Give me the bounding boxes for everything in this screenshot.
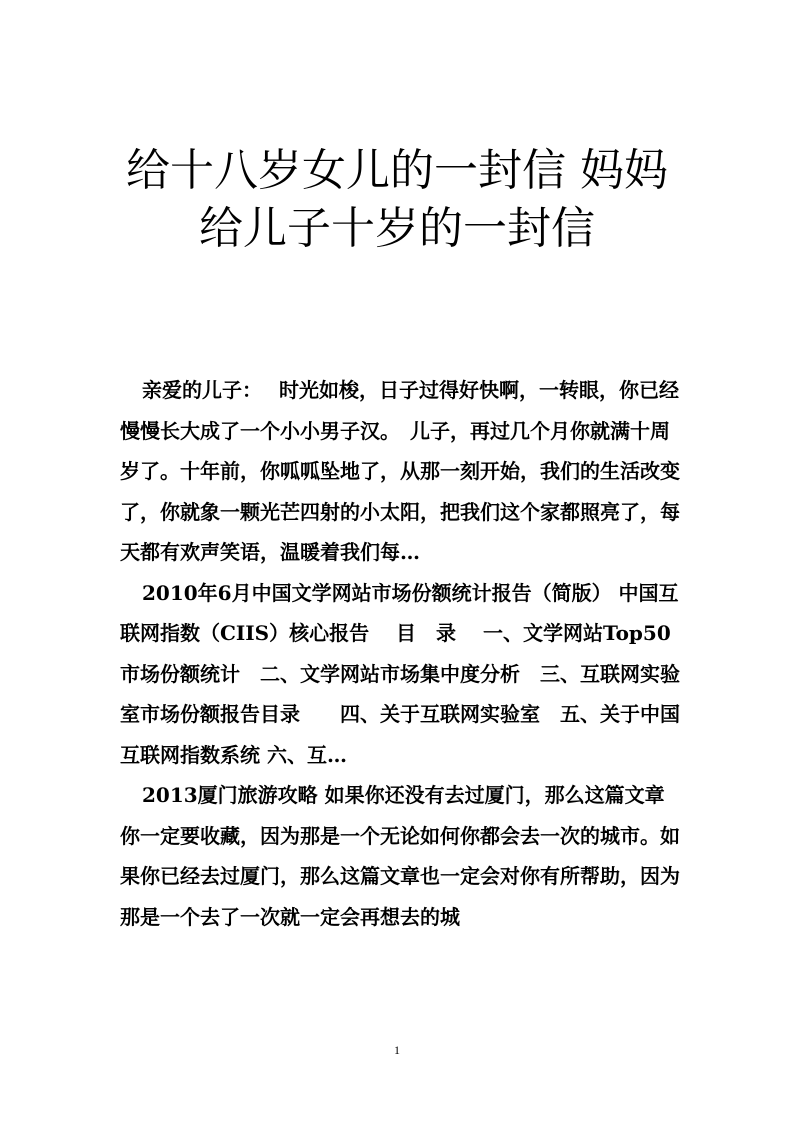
page-number: 1 — [394, 1043, 400, 1057]
paragraph-report: 2010年6月中国文学网站市场份额统计报告（简版） 中国互联网指数（CIIS）核心报告 目 录 一、文学网站Top50市场份额统计 二、文学网站市场集中度分析 三、互联网实验室市场份额报告目录 四、关于互联网实验室 五、关于中国互联网指数系统 六、互… — [120, 580, 680, 767]
document-title: 给十八岁女儿的一封信 妈妈给儿子十岁的一封信 — [126, 145, 668, 254]
paragraph-travel: 2013厦门旅游攻略 如果你还没有去过厦门，那么这篇文章你一定要收藏，因为那是一个无论如何你都会去一次的城市。如果你已经去过厦门，那么这篇文章也一定会对你有所帮助，因为那是一个去了一次就一定会再想去的城 — [120, 783, 680, 929]
document-body — [120, 370, 680, 937]
paragraph-letter: 亲爱的儿子： 时光如梭，日子过得好快啊，一转眼，你已经慢慢长大成了一个小小男子汉。 儿子，再过几个月你就满十周岁了。十年前，你呱呱坠地了，从那一刻开始，我们的生活改变了，你就象一颗光芒四射的小太阳，把我们这个家都照亮了，每天都有欢声笑语，温暖着我们每… — [120, 378, 680, 564]
